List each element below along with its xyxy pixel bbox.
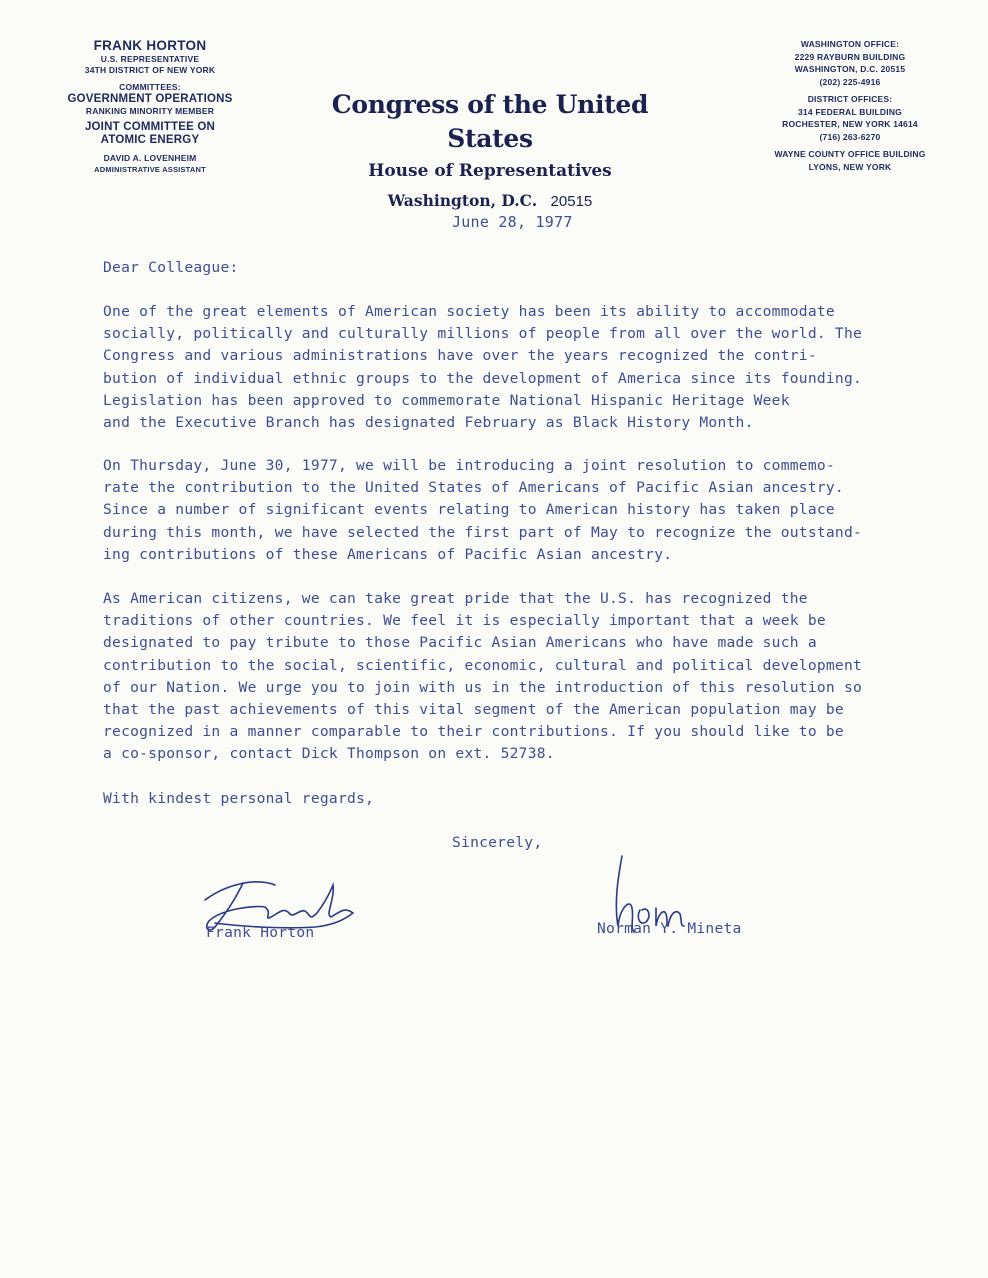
paragraph-line: recognized in a manner comparable to their contributions. If you should like to be (103, 723, 844, 741)
district-phone: (716) 263-6270 (819, 131, 881, 142)
paragraph-line: socially, politically and culturally millions of people from all over the world. The (103, 325, 863, 343)
city: Washington, D.C. (387, 191, 538, 210)
signer-1-name: Frank Horton (206, 924, 315, 941)
committee-2-line1: JOINT COMMITTEE ON (84, 121, 216, 133)
paragraph-line: As American citizens, we can take great pride that the U.S. has recognized the (103, 590, 808, 607)
paragraph-line: during this month, we have selected the first part of May to recognize the outstand- (103, 523, 863, 541)
paragraph-line: of our Nation. We urge you to join with us in the introduction of this resolution so (103, 678, 863, 696)
committee-1: GOVERNMENT OPERATIONS (67, 93, 233, 105)
paragraph-line: that the past achievements of this vital segment of the American population may be (103, 700, 844, 718)
committees-label: COMMITTEES: (119, 82, 181, 92)
paragraph-line: On Thursday, June 30, 1977, we will be introducing a joint resolution to commemo- (103, 457, 835, 474)
zip: 20515 (550, 193, 593, 210)
signer-2-name: Norman Y. Mineta (597, 920, 742, 937)
letterhead-center (290, 88, 690, 217)
paragraph-line: Since a number of significant events relating to American history has taken place (103, 501, 835, 519)
representative-name: FRANK HORTON (93, 38, 207, 53)
paragraph-line: ing contributions of these Americans of Pacific Asian ancestry. (103, 545, 673, 563)
paragraph-line: One of the great elements of American society has been its ability to accommodate (103, 303, 835, 320)
closing: With kindest personal regards, (103, 790, 375, 807)
paragraph-line: a co-sponsor, contact Dick Thompson on ext. 52738. (103, 745, 555, 763)
paragraph-1 (103, 301, 923, 434)
assistant-title: ADMINISTRATIVE ASSISTANT (94, 165, 206, 174)
district-offices-label: DISTRICT OFFICES: (807, 94, 893, 104)
district-address-1: 314 FEDERAL BUILDING (798, 106, 902, 117)
assistant-name: DAVID A. LOVENHEIM (103, 153, 197, 163)
washington-address-1: 2229 RAYBURN BUILDING (794, 51, 906, 62)
paragraph-3 (103, 588, 923, 766)
district-address-2: ROCHESTER, NEW YORK 14614 (782, 119, 918, 129)
washington-phone: (202) 225-4916 (819, 76, 881, 87)
paragraph-line: traditions of other countries. We feel it is especially important that a week be (103, 612, 826, 630)
paragraph-line: Legislation has been approved to commemorate National Hispanic Heritage Week (103, 391, 790, 409)
paragraph-line: and the Executive Branch has designated February as Black History Month. (103, 413, 754, 431)
paragraph-line: contribution to the social, scientific, economic, cultural and political development (103, 656, 863, 674)
paragraph-line: designated to pay tribute to those Pacific Asian Americans who have made such a (103, 634, 817, 652)
committee-1-role: RANKING MINORITY MEMBER (85, 106, 215, 116)
representative-title: U.S. REPRESENTATIVE (100, 54, 200, 64)
congress-title: Congress of the United States (331, 90, 649, 153)
paragraph-line: bution of individual ethnic groups to the development of America since its founding. (103, 369, 863, 387)
washington-address-2: WASHINGTON, D.C. 20515 (794, 64, 906, 74)
house-subtitle: House of Representatives (368, 161, 612, 181)
valediction: Sincerely, (452, 834, 543, 851)
letterhead-left (40, 37, 260, 175)
letterhead-right (750, 38, 950, 173)
representative-district: 34TH DISTRICT OF NEW YORK (84, 65, 216, 75)
wayne-office-2: LYONS, NEW YORK (808, 161, 892, 172)
paragraph-2 (103, 455, 923, 566)
paragraph-line: Congress and various administrations have over the years recognized the contri- (103, 347, 817, 365)
washington-office-label: WASHINGTON OFFICE: (800, 39, 900, 49)
salutation: Dear Colleague: (103, 259, 239, 276)
letter-date: June 28, 1977 (452, 213, 573, 231)
wayne-office-1: WAYNE COUNTY OFFICE BUILDING (774, 149, 926, 159)
committee-2-line2: ATOMIC ENERGY (100, 134, 200, 146)
paragraph-line: rate the contribution to the United States of Americans of Pacific Asian ancestry. (103, 479, 844, 497)
